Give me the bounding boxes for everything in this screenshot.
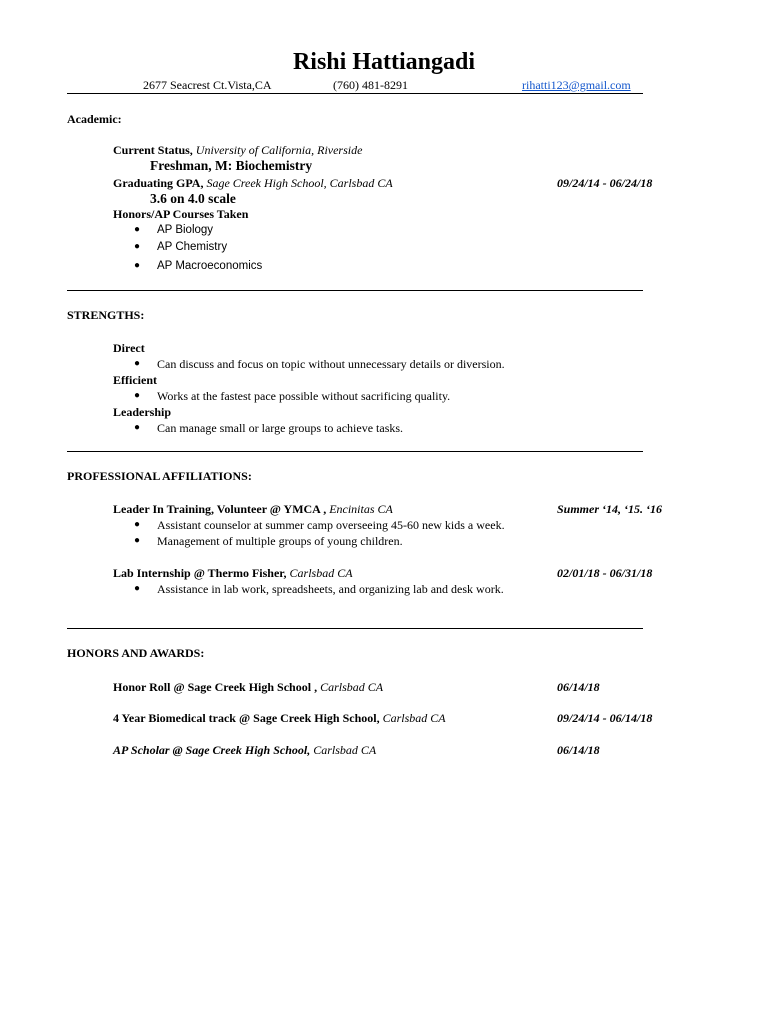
award-title: Honor Roll @ Sage Creek High School , xyxy=(113,680,318,694)
gpa-detail: 3.6 on 4.0 scale xyxy=(150,191,236,206)
section-divider xyxy=(67,451,643,452)
affiliation-bullet: Management of multiple groups of young children. xyxy=(157,534,403,548)
course-item: AP Macroeconomics xyxy=(157,260,263,272)
affiliation-title-line xyxy=(113,566,353,580)
header-divider xyxy=(67,93,643,94)
affiliation-location: Carlsbad CA xyxy=(289,566,353,580)
award-location: Carlsbad CA xyxy=(382,711,446,725)
section-divider xyxy=(67,628,643,629)
award-dates: 06/14/18 xyxy=(557,680,600,694)
strength-title: Leadership xyxy=(113,405,172,419)
affiliation-title: Lab Internship @ Thermo Fisher, xyxy=(113,566,287,580)
award-dates: 06/14/18 xyxy=(557,743,600,757)
contact-email-link[interactable]: rihatti123@gmail.com xyxy=(522,78,631,92)
award-location: Carlsbad CA xyxy=(313,743,377,757)
bullet-glyph: ● xyxy=(134,422,141,433)
course-item: AP Chemistry xyxy=(157,241,228,253)
award-line xyxy=(113,680,383,694)
contact-address: 2677 Seacrest Ct.Vista,CA xyxy=(143,78,272,92)
award-title: AP Scholar @ Sage Creek High School, xyxy=(113,743,311,757)
strength-detail: Can manage small or large groups to achieve tasks. xyxy=(157,421,404,435)
current-status-line xyxy=(113,143,362,157)
current-status-detail: Freshman, M: Biochemistry xyxy=(150,158,313,173)
bullet-glyph: ● xyxy=(134,583,141,594)
affiliation-dates: Summer ‘14, ‘15. ‘16 xyxy=(557,502,662,516)
strength-detail: Can discuss and focus on topic without unnecessary details or diversion. xyxy=(157,357,505,371)
strength-title: Direct xyxy=(113,341,145,355)
course-item: AP Biology xyxy=(157,224,214,236)
gpa-school: Sage Creek High School, Carlsbad CA xyxy=(206,176,393,190)
section-heading-strengths: STRENGTHS: xyxy=(67,308,145,322)
affiliation-title-line xyxy=(113,502,393,516)
section-heading-academic: Academic: xyxy=(67,112,122,126)
strength-detail: Works at the fastest pace possible without sacrificing quality. xyxy=(157,389,451,403)
affiliation-dates: 02/01/18 - 06/31/18 xyxy=(557,566,653,580)
section-heading-affiliations: PROFESSIONAL AFFILIATIONS: xyxy=(67,469,252,483)
courses-label: Honors/AP Courses Taken xyxy=(113,207,249,221)
bullet-glyph: ● xyxy=(134,390,141,401)
bullet-glyph: ● xyxy=(134,260,141,271)
bullet-glyph: ● xyxy=(134,535,141,546)
section-divider xyxy=(67,290,643,291)
bullet-glyph: ● xyxy=(134,241,141,252)
current-status-school: University of California, Riverside xyxy=(195,143,363,157)
gpa-line xyxy=(113,176,393,190)
affiliation-bullet: Assistance in lab work, spreadsheets, and organizing lab and desk work. xyxy=(157,582,504,596)
award-title: 4 Year Biomedical track @ Sage Creek High School, xyxy=(113,711,380,725)
bullet-glyph: ● xyxy=(134,224,141,235)
award-line xyxy=(113,743,376,757)
current-status-label: Current Status, xyxy=(113,143,193,157)
award-dates: 09/24/14 - 06/14/18 xyxy=(557,711,653,725)
affiliation-title: Leader In Training, Volunteer @ YMCA , xyxy=(113,502,327,516)
section-heading-awards: HONORS AND AWARDS: xyxy=(67,646,205,660)
bullet-glyph: ● xyxy=(134,358,141,369)
bullet-glyph: ● xyxy=(134,519,141,530)
affiliation-bullet: Assistant counselor at summer camp overseeing 45-60 new kids a week. xyxy=(157,518,505,532)
contact-phone: (760) 481-8291 xyxy=(333,78,408,92)
resume-name: Rishi Hattiangadi xyxy=(292,49,476,75)
gpa-label: Graduating GPA, xyxy=(113,176,204,190)
award-line xyxy=(113,711,446,725)
strength-title: Efficient xyxy=(113,373,157,387)
affiliation-location: Encinitas CA xyxy=(329,502,393,516)
award-location: Carlsbad CA xyxy=(320,680,384,694)
gpa-dates: 09/24/14 - 06/24/18 xyxy=(557,176,653,190)
